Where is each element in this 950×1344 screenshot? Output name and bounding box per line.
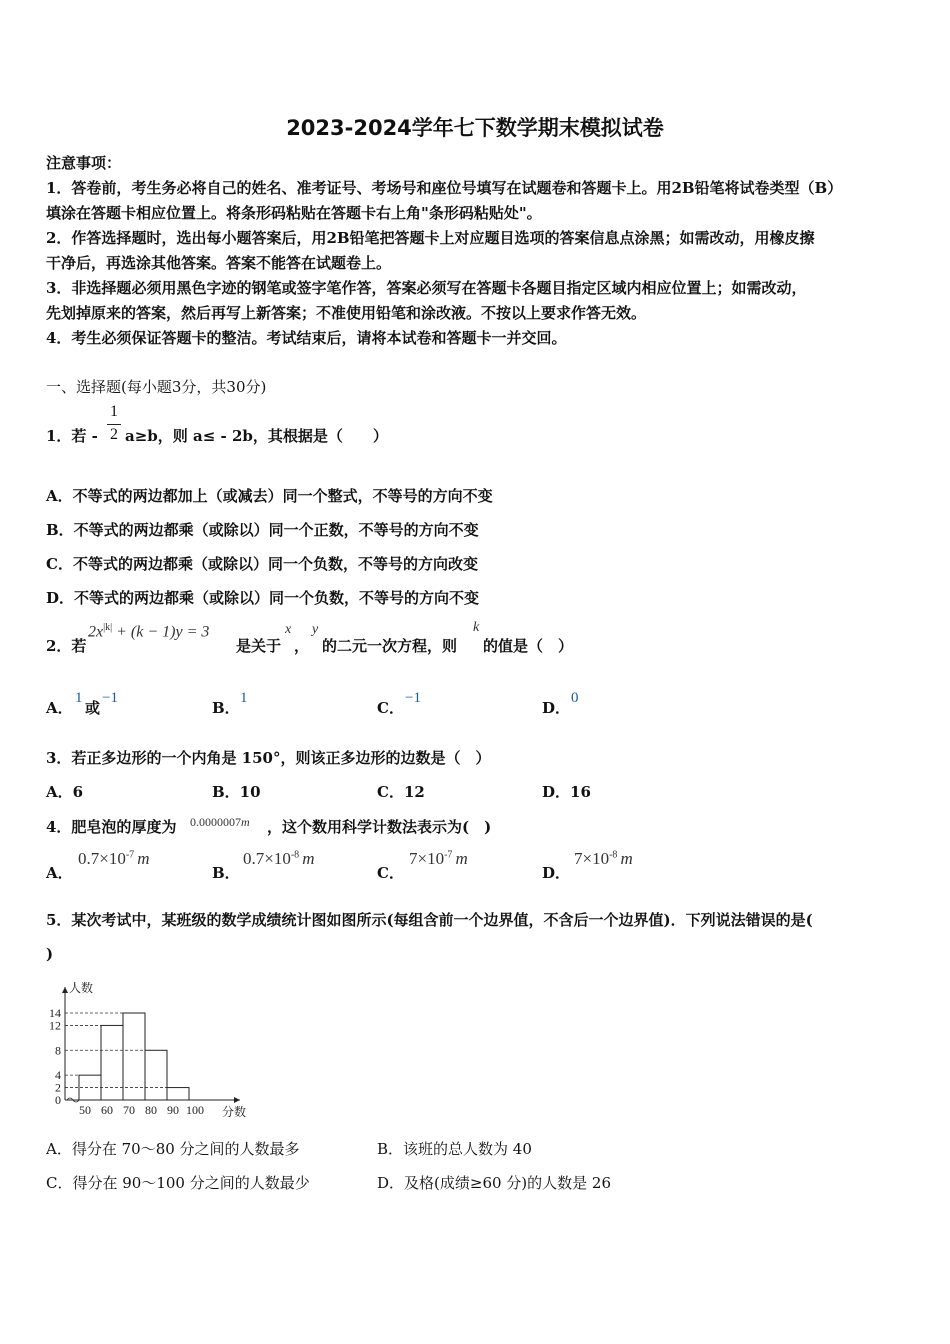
- q2-option-a-value1: 1: [75, 690, 83, 706]
- q5-option-c[interactable]: C．得分在 90～100 分之间的人数最少: [46, 1174, 310, 1192]
- histogram-bar: [167, 1088, 189, 1100]
- q5-option-d[interactable]: D．及格(成绩≥60 分)的人数是 26: [377, 1174, 612, 1192]
- q4-value: 0.0000007m: [190, 815, 250, 829]
- q3-text: 3．若正多边形的一个内角是 150°，则该正多边形的边数是（ ）: [46, 749, 491, 767]
- y-tick-label: 2: [55, 1080, 61, 1095]
- q2-suffix: 的值是（ ）: [483, 637, 574, 655]
- q2-comma: ，: [294, 637, 310, 655]
- q1-option-d[interactable]: D．不等式的两边都乘（或除以）同一个负数，不等号的方向不变: [46, 589, 480, 607]
- notice-line: 2．作答选择题时，选出每小题答案后，用2B铅笔把答题卡上对应题目选项的答案信息点涂黑；如需改动，用橡皮擦: [46, 229, 815, 247]
- q1-fraction-denominator: 2: [110, 426, 118, 443]
- q2-equation: $2x^{|k|} + (k - 1)y = 3$: [88, 622, 210, 641]
- q4-option-a-value: $0.7\times 10^{-7}$ m: [78, 849, 150, 868]
- q4-option-c-value: $7\times 10^{-7}$ m: [409, 849, 468, 868]
- q5-text-line2: ): [46, 945, 54, 963]
- y-axis-label: 人数: [69, 981, 94, 995]
- histogram-bar: [101, 1025, 123, 1100]
- q4-suffix: ，这个数用科学计数法表示为( ): [267, 818, 492, 836]
- q5-histogram: [40, 975, 270, 1125]
- q2-option-d-value: 0: [571, 690, 579, 706]
- y-tick-label: 14: [49, 1006, 61, 1020]
- q5-text-line1: 5．某次考试中，某班级的数学成绩统计图如图所示(每组含前一个边界值，不含后一个边界值)．下列说法错误的是(: [46, 911, 813, 929]
- y-tick-label: 12: [49, 1018, 61, 1033]
- q4-option-d-value: $7\times 10^{-8}$ m: [574, 849, 633, 868]
- q4-option-c-label[interactable]: C．: [377, 864, 404, 882]
- q2-option-c-value: −1: [405, 690, 421, 706]
- q2-prefix: 2．若: [46, 637, 87, 655]
- q1-option-a[interactable]: A．不等式的两边都加上（或减去）同一个整式，不等号的方向不变: [46, 487, 493, 505]
- q3-option-a[interactable]: A．6: [46, 783, 84, 801]
- q2-option-a-value2: −1: [102, 690, 118, 706]
- section-heading: 一、选择题(每小题3分，共30分): [46, 378, 267, 396]
- q2-option-a-label[interactable]: A．: [46, 699, 73, 717]
- notice-heading: 注意事项：: [46, 154, 122, 172]
- y-tick-label: 8: [55, 1043, 61, 1058]
- q2-option-b-value: 1: [240, 690, 248, 706]
- q1-fraction-numerator: 1: [110, 403, 118, 420]
- q5-option-a[interactable]: A．得分在 70～80 分之间的人数最多: [46, 1140, 300, 1158]
- notice-line: 先划掉原来的答案，然后再写上新答案；不准使用铅笔和涂改液。不按以上要求作答无效。: [46, 304, 647, 322]
- x-tick-label: 100: [186, 1103, 204, 1117]
- page-title: 2023-2024学年七下数学期末模拟试卷: [286, 116, 664, 140]
- x-axis-label: 分数: [222, 1105, 247, 1119]
- x-axis-arrow: [234, 1097, 240, 1103]
- q2-var-k: k: [473, 620, 480, 635]
- y-tick-label: 0: [55, 1093, 61, 1107]
- q1-suffix: a≥b，则 a≤ - 2b，其根据是（ ）: [125, 427, 388, 445]
- notice-line: 3．非选择题必须用黑色字迹的钢笔或签字笔作答，答案必须写在答题卡各题目指定区域内相应位置上；如需改动，: [46, 279, 807, 297]
- q5-option-b[interactable]: B．该班的总人数为 40: [377, 1140, 532, 1158]
- q1-prefix: 1．若 -: [46, 427, 98, 445]
- q2-var-x: x: [285, 622, 292, 637]
- notice-line: 1．答卷前，考生务必将自己的姓名、准考证号、考场号和座位号填写在试题卷和答题卡上。用2B铅笔将试卷类型（B）: [46, 179, 843, 197]
- q3-option-b[interactable]: B．10: [212, 783, 261, 801]
- q4-option-b-value: $0.7\times 10^{-8}$ m: [243, 849, 315, 868]
- histogram-bar: [123, 1013, 145, 1100]
- y-tick-label: 4: [55, 1068, 61, 1083]
- q2-option-a-or: 或: [85, 699, 101, 717]
- histogram-bar: [145, 1050, 167, 1100]
- y-axis-arrow: [62, 987, 68, 993]
- q2-option-c-label[interactable]: C．: [377, 699, 404, 717]
- x-tick-label: 50: [79, 1103, 91, 1117]
- q4-option-a-label[interactable]: A．: [46, 864, 73, 882]
- notice-line: 干净后，再选涂其他答案。答案不能答在试题卷上。: [46, 254, 392, 272]
- q2-text-about: 是关于: [236, 637, 282, 655]
- x-tick-label: 60: [101, 1103, 113, 1117]
- histogram-plot: [49, 980, 246, 1119]
- q2-option-b-label[interactable]: B．: [212, 699, 240, 717]
- notice-line: 填涂在答题卡相应位置上。将条形码粘贴在答题卡右上角"条形码粘贴处"。: [46, 204, 542, 222]
- notice-line: 4．考生必须保证答题卡的整洁。考试结束后，请将本试卷和答题卡一并交回。: [46, 329, 567, 347]
- q4-prefix: 4．肥皂泡的厚度为: [46, 818, 177, 836]
- q4-option-b-label[interactable]: B．: [212, 864, 240, 882]
- q1-option-c[interactable]: C．不等式的两边都乘（或除以）同一个负数，不等号的方向改变: [46, 555, 478, 573]
- q2-var-y: y: [312, 622, 319, 637]
- q4-option-d-label[interactable]: D．: [542, 864, 571, 882]
- q3-option-c[interactable]: C．12: [377, 783, 425, 801]
- x-tick-label: 70: [123, 1103, 135, 1117]
- q1-fraction-bar: [107, 424, 121, 425]
- q2-text-mid: 的二元一次方程，则: [322, 637, 458, 655]
- q1-option-b[interactable]: B．不等式的两边都乘（或除以）同一个正数，不等号的方向不变: [46, 521, 479, 539]
- x-tick-label: 80: [145, 1103, 157, 1117]
- q3-option-d[interactable]: D．16: [542, 783, 591, 801]
- q2-option-d-label[interactable]: D．: [542, 699, 571, 717]
- x-tick-label: 90: [167, 1103, 179, 1117]
